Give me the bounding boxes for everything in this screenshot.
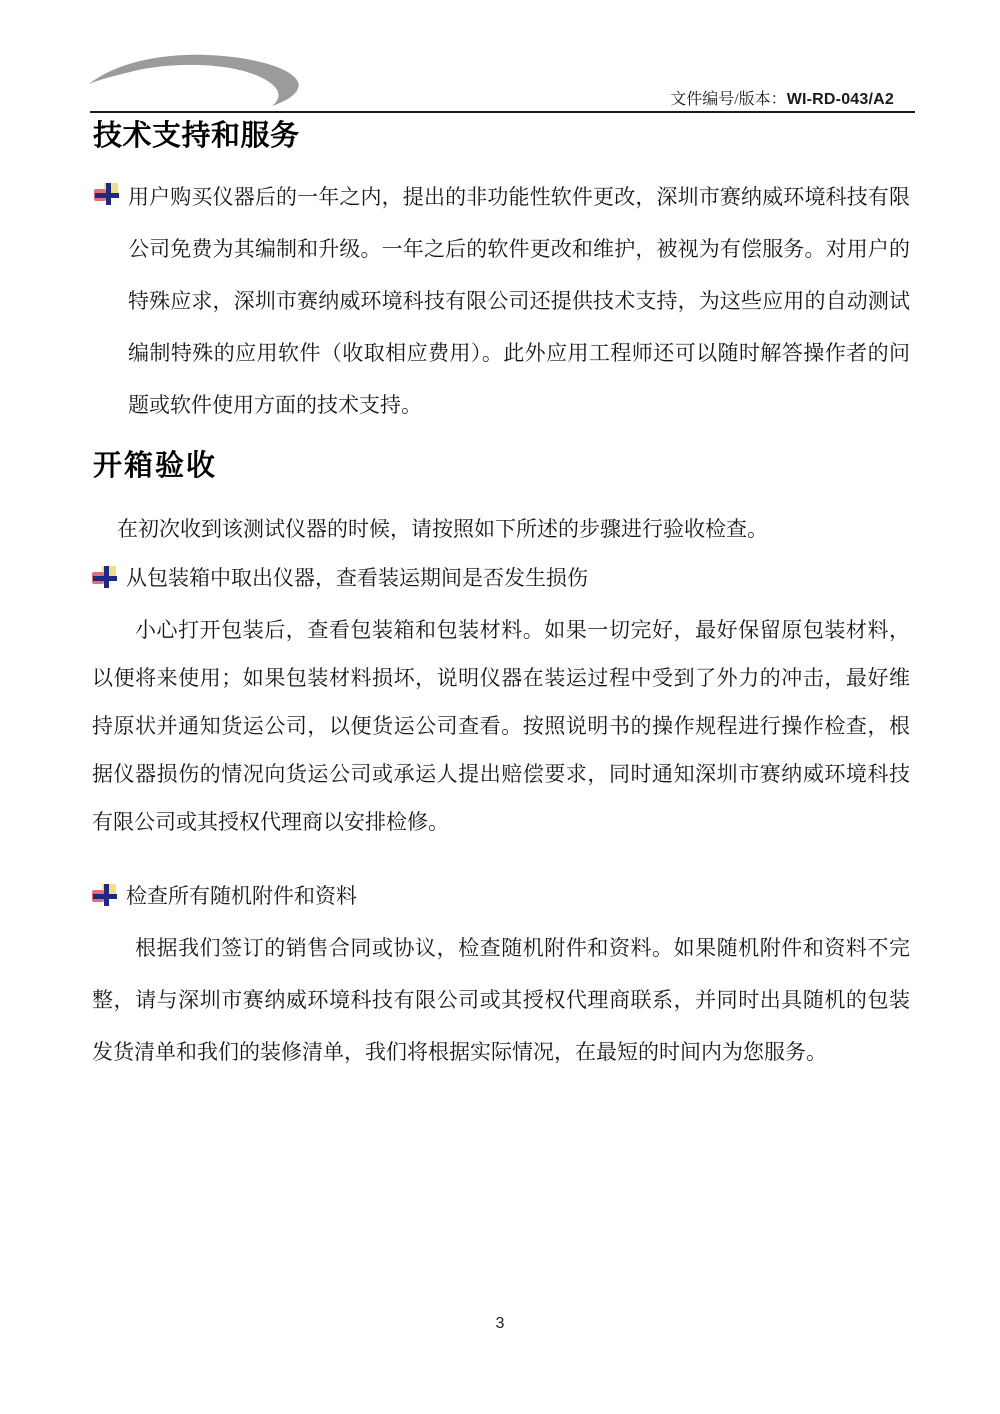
- list-bullet-icon: [94, 183, 120, 207]
- list-bullet-icon: [92, 566, 118, 590]
- logo-graphic: [86, 50, 308, 116]
- logo-swoosh-icon: [89, 55, 299, 106]
- list-bullet-icon: [92, 884, 118, 908]
- section-title-support: 技术支持和服务: [93, 120, 300, 152]
- doc-reference-label: 文件编号/版本：: [670, 91, 787, 108]
- company-logo: [86, 50, 308, 116]
- doc-reference: [670, 86, 894, 109]
- section-title-unpack: 开箱验收: [93, 450, 218, 482]
- unpack-item-1-detail: 小心打开包装后，查看包装箱和包装材料。如果一切完好，最好保留原包装材料，以便将来使用；如果包装材料损坏，说明仪器在装运过程中受到了外力的冲击，最好维持原状并通知货运公司，以便货运公司查看。按照说明书的操作规程进行操作检查，根据仪器损伤的情况向货运公司或承运人提出赔偿要求，同时通知深圳市赛纳威环境科技有限公司或其授权代理商以安排检修。: [92, 618, 910, 834]
- doc-reference-value: WI-RD-043/A2: [786, 91, 894, 108]
- unpack-intro-line: 在初次收到该测试仪器的时候，请按照如下所述的步骤进行验收检查。: [117, 517, 768, 541]
- unpack-item-2-label: 检查所有随机附件和资料: [126, 884, 357, 908]
- unpack-item-1-label: 从包装箱中取出仪器，查看装运期间是否发生损伤: [126, 566, 588, 590]
- support-bullet-paragraph: 用户购买仪器后的一年之内，提出的非功能性软件更改，深圳市赛纳威环境科技有限公司免费为其编制和升级。一年之后的软件更改和维护，被视为有偿服务。对用户的特殊应求，深圳市赛纳威环境科技有限公司还提供技术支持，为这些应用的自动测试编制特殊的应用软件（收取相应费用）。此外应用工程师还可以随时解答操作者的问题或软件使用方面的技术支持。: [128, 185, 910, 417]
- bullet-cross-horizontal: [93, 894, 117, 899]
- page-number: 3: [495, 1315, 505, 1332]
- bullet-cross-horizontal: [93, 576, 117, 581]
- unpack-item-2-detail: 根据我们签订的销售合同或协议，检查随机附件和资料。如果随机附件和资料不完整，请与深圳市赛纳威环境科技有限公司或其授权代理商联系，并同时出具随机的包装发货清单和我们的装修清单，我们将根据实际情况，在最短的时间内为您服务。: [92, 936, 910, 1064]
- bullet-cross-horizontal: [95, 193, 119, 198]
